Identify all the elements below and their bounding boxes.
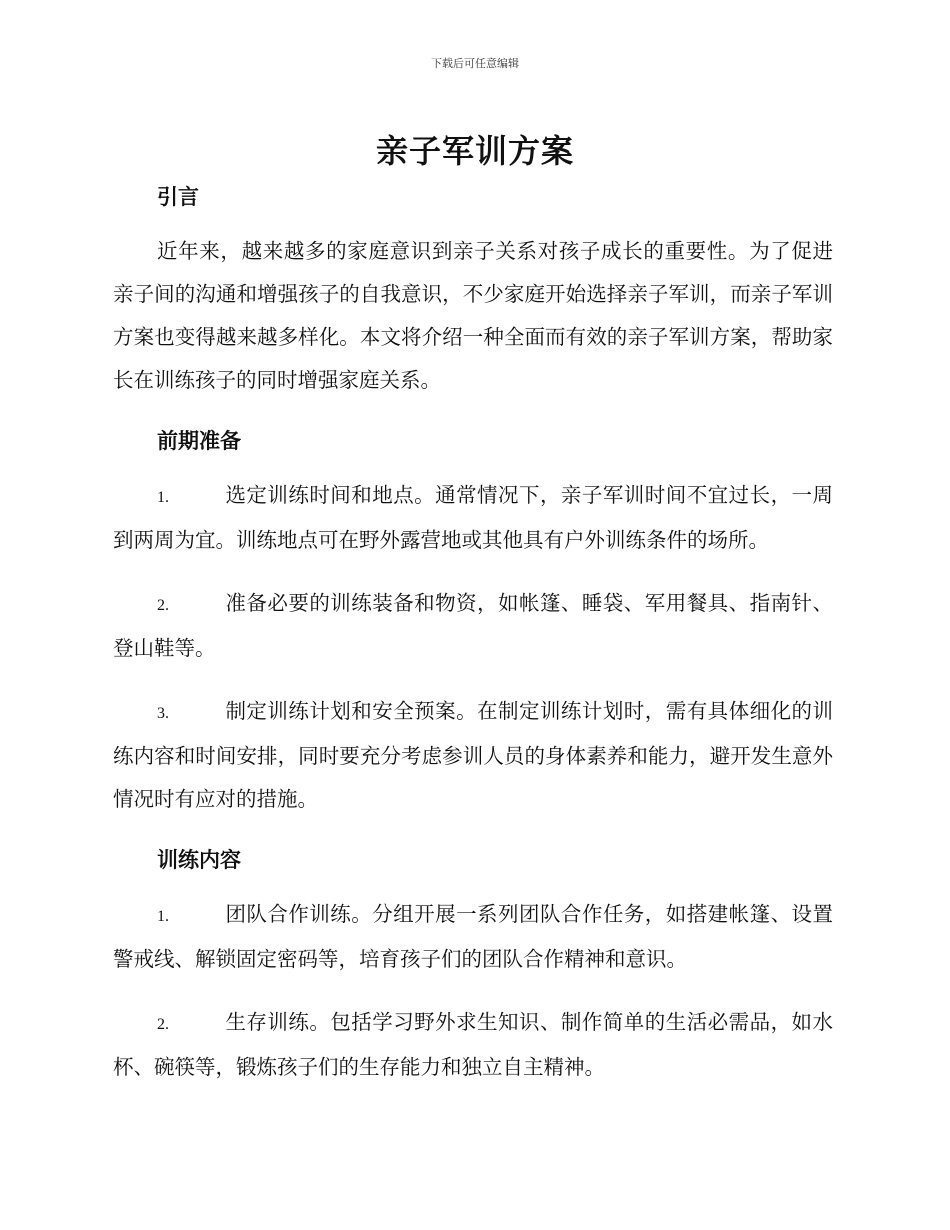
list-item-text: 团队合作训练。分组开展一系列团队合作任务，如搭建帐篷、设置警戒线、解锁固定密码等，培育孩子们的团队合作精神和意识。 [113,902,833,971]
list-item [113,893,833,981]
section-heading-preparation: 前期准备 [157,429,241,453]
section-heading-training: 训练内容 [157,848,241,872]
list-item-number: 3. [157,705,169,722]
list-item [113,1001,833,1089]
section-heading-intro: 引言 [157,185,199,209]
list-item-number: 1. [157,489,169,506]
list-item-text: 准备必要的训练装备和物资，如帐篷、睡袋、军用餐具、指南针、登山鞋等。 [113,591,833,660]
header-note: 下载后可任意编辑 [431,57,519,70]
list-item-text: 选定训练时间和地点。通常情况下，亲子军训时间不宜过长，一周到两周为宜。训练地点可在野外露营地或其他具有户外训练条件的场所。 [113,483,833,552]
document-title: 亲子军训方案 [375,132,574,170]
list-item-number: 2. [157,597,169,614]
list-item-text: 生存训练。包括学习野外求生知识、制作简单的生活必需品，如水杯、碗筷等，锻炼孩子们的生存能力和独立自主精神。 [113,1010,833,1079]
list-item [113,690,833,821]
intro-paragraph: 近年来，越来越多的家庭意识到亲子关系对孩子成长的重要性。为了促进亲子间的沟通和增强孩子的自我意识，不少家庭开始选择亲子军训，而亲子军训方案也变得越来越多样化。本文将介绍一种全面而有效的亲子军训方案，帮助家长在训练孩子的同时增强家庭关系。 [113,239,833,392]
list-item [113,582,833,670]
list-item [113,474,833,562]
list-item-number: 2. [157,1016,169,1033]
list-item-number: 1. [157,908,169,925]
document-body [113,180,833,1089]
list-item-text: 制定训练计划和安全预案。在制定训练计划时，需有具体细化的训练内容和时间安排，同时要充分考虑参训人员的身体素养和能力，避开发生意外情况时有应对的措施。 [113,699,833,811]
